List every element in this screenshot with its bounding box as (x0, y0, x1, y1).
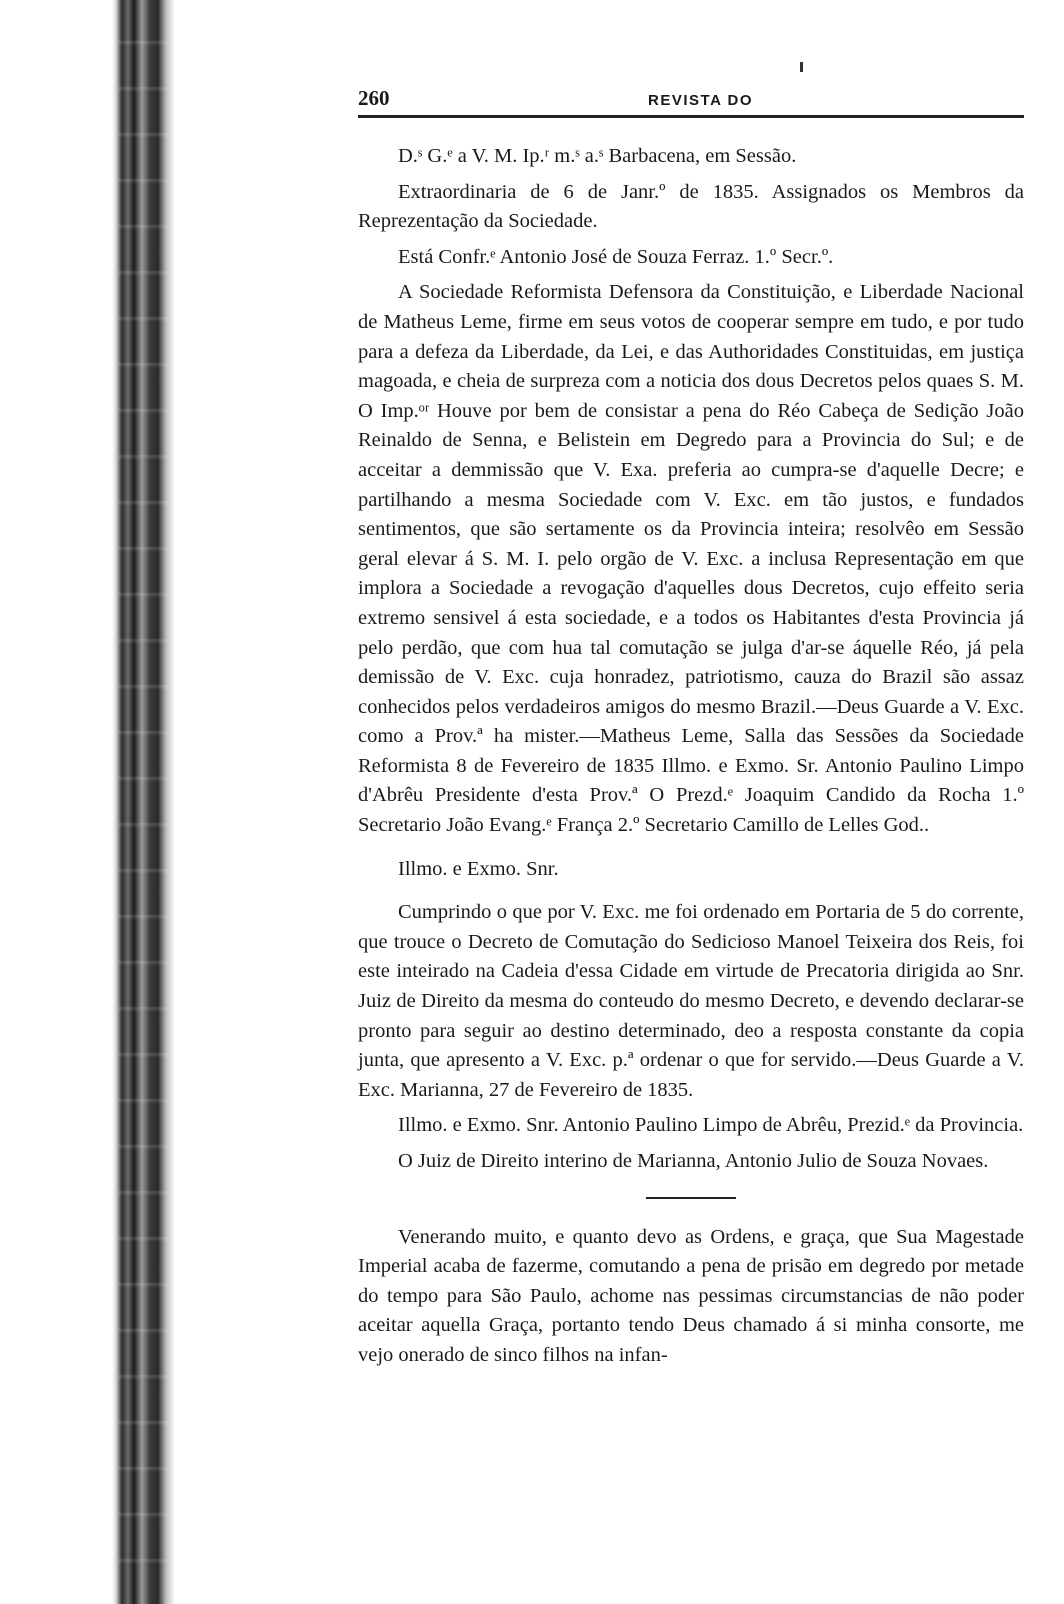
paragraph: Extraordinaria de 6 de Janr.º de 1835. Assignados os Membros da Reprezentação da Sociedade. (358, 180, 1024, 233)
book-binding-edge (0, 0, 175, 1604)
signature-line: O Juiz de Direito interino de Marianna, Antonio Julio de Souza Novaes. (398, 1150, 989, 1172)
journal-name: REVISTA DO (648, 92, 754, 109)
document-page (358, 0, 1024, 1604)
paragraph: Illmo. e Exmo. Snr. Antonio Paulino Limpo de Abrêu, Prezid.ᵉ da Provincia. (398, 1114, 1024, 1137)
paragraph: A Sociedade Reformista Defensora da Constituição, e Liberdade Nacional de Matheus Leme, firme em seus votos de cooperar sempre em tudo, e por tudo para a defeza da Liberdade, da Lei, e das Authoridades Constituidas, em justiça magoada, e cheia de surpreza com a noticia dos dous Decretos pelos quaes S. M. O Imp.ᵒʳ Houve por bem de consistar a pena do Réo Cabeça de Sedição João Reinaldo de Senna, e Belistein em Degredo para a Provincia do Sul; e de acceitar a demmissão que V. Exa. preferia ao cumpra-se d'aquelle Decre; e partilhando a mesma Sociedade com V. Exc. em tão justos, e fundados sentimentos, que são sertamente os da Provincia inteira; resolvêo em Sessão geral elevar á S. M. I. pelo orgão de V. Exc. a inclusa Representação em que implora a Sociedade a revogação d'aquelles dous Decretos, cujo effeito seria extremo sensivel á esta sociedade, e a todos os Habitantes d'esta Provincia já pelo perdão, que com hua tal comutação se julga d'ar-se áquelle Réo, já pela demissão de V. Exc. cuja honradez, patriotismo, cauza do Brazil são assaz conhecidos pelos verdadeiros amigos do mesmo Brazil.—Deus Guarde a V. Exc. como a Prov.ª ha mister.—Matheus Leme, Salla das Sessões da Sociedade Reformista 8 de Fevereiro de 1835 Illmo. e Exmo. Sr. Antonio Paulino Limpo d'Abrêu Presidente d'esta Prov.ª O Prezd.ᵉ Joaquim Candido da Rocha 1.º Secretario João Evang.ᵉ França 2.º Secretario Camillo de Lelles God.. (358, 281, 1024, 837)
paragraph: D.ˢ G.ᵉ a V. M. Ip.ʳ m.ˢ a.ˢ Barbacena, em Sessão. (398, 145, 797, 167)
section-divider (646, 1197, 736, 1199)
salutation: Illmo. e Exmo. Snr. (398, 857, 559, 880)
header-rule (358, 115, 1024, 118)
body-text (358, 142, 1024, 1377)
page-number: 260 (358, 86, 390, 110)
running-head (358, 86, 1024, 116)
paragraph: Venerando muito, e quanto devo as Ordens, e graça, que Sua Magestade Imperial acaba de fazerme, comutando a pena de prisão em degredo por metade do tempo para São Paulo, achome nas pessimas circumstancias de não poder aceitar aquella Graça, portanto tendo Deus chamado á si minha consorte, me vejo onerado de sinco filhos na infan- (358, 1225, 1024, 1366)
paragraph: Cumprindo o que por V. Exc. me foi ordenado em Portaria de 5 do corrente, que trouce o Decreto de Comutação do Sedicioso Manoel Teixeira dos Reis, foi este inteirado na Cadeia d'essa Cidade em virtude de Precatoria dirigida ao Snr. Juiz de Direito da mesma do conteudo do mesmo Decreto, e devendo declarar-se pronto para seguir ao destino determinado, deo a resposta constante da copia junta, que apresento a V. Exc. p.ª ordenar o que for servido.—Deus Guarde a V. Exc. Marianna, 27 de Fevereiro de 1835. (358, 901, 1024, 1101)
paragraph: Está Confr.ᵉ Antonio José de Souza Ferraz. 1.º Secr.º. (398, 245, 834, 268)
